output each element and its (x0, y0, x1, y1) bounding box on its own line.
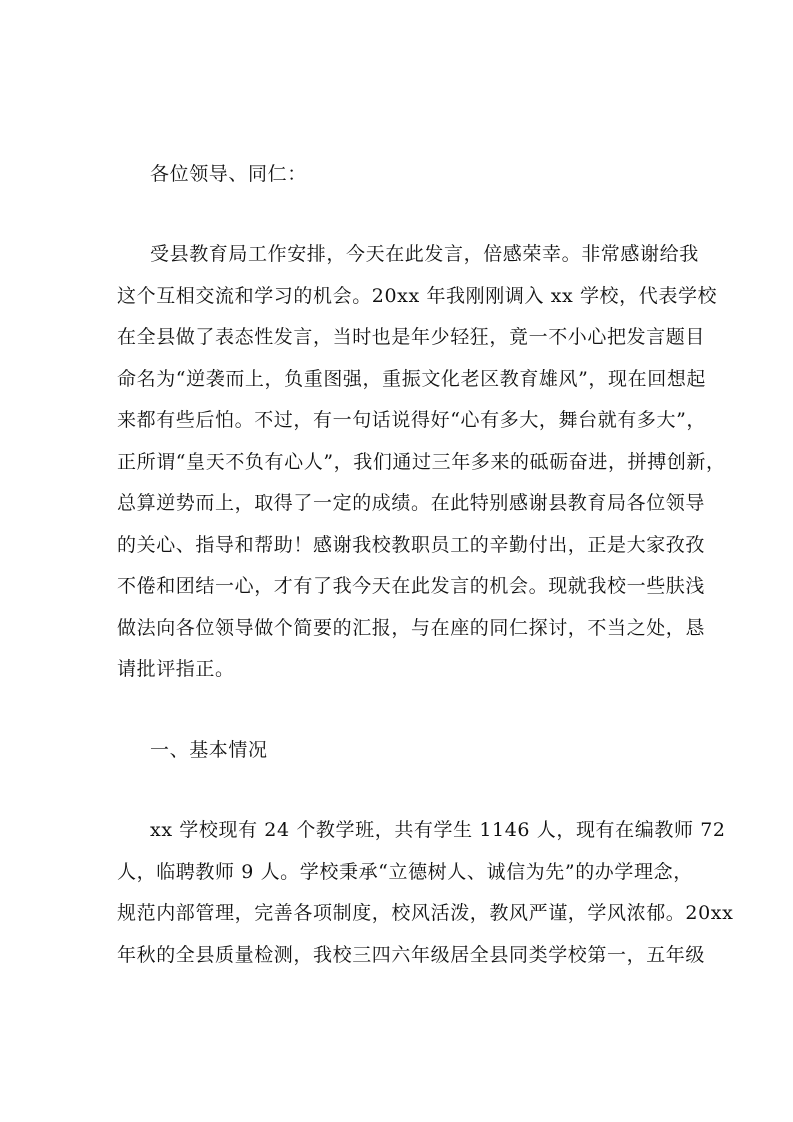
paragraph-1-line: 受县教育局工作安排，今天在此发言，倍感荣幸。非常感谢给我 (150, 243, 699, 265)
paragraph-1-line: 来都有些后怕。不过，有一句话说得好“心有多大，舞台就有多大”， (117, 409, 707, 431)
paragraph-1-line: 这个互相交流和学习的机会。20xx 年我刚刚调入 xx 学校，代表学校 (117, 285, 718, 307)
paragraph-1-line: 的关心、指导和帮助！感谢我校教职员工的辛勤付出，正是大家孜孜 (117, 534, 706, 556)
paragraph-1-line: 总算逆势而上，取得了一定的成绩。在此特别感谢县教育局各位领导 (117, 492, 706, 514)
paragraph-2-line: 规范内部管理，完善各项制度，校风活泼，教风严谨，学风浓郁。20xx (117, 902, 734, 924)
salutation: 各位领导、同仁： (150, 163, 307, 185)
paragraph-2-line: xx 学校现有 24 个教学班，共有学生 1146 人，现有在编教师 72 (150, 819, 726, 841)
paragraph-1-line: 不倦和团结一心，才有了我今天在此发言的机会。现就我校一些肤浅 (117, 575, 706, 597)
paragraph-1-line: 在全县做了表态性发言，当时也是年少轻狂，竟一不小心把发言题目 (117, 326, 706, 348)
paragraph-2-line: 年秋的全县质量检测，我校三四六年级居全县同类学校第一，五年级 (117, 944, 706, 966)
paragraph-1-line: 命名为“逆袭而上，负重图强，重振文化老区教育雄风”，现在回想起 (117, 368, 707, 390)
paragraph-1-line: 做法向各位领导做个简要的汇报，与在座的同仁探讨，不当之处，恳 (117, 617, 706, 639)
paragraph-1-line: 请批评指正。 (117, 658, 235, 680)
section-heading: 一、基本情况 (150, 739, 268, 761)
paragraph-2-line: 人，临聘教师 9 人。学校秉承“立德树人、诚信为先”的办学理念， (117, 861, 693, 883)
paragraph-1-line: 正所谓“皇天不负有心人”，我们通过三年多来的砥砺奋进，拼搏创新， (117, 451, 726, 473)
